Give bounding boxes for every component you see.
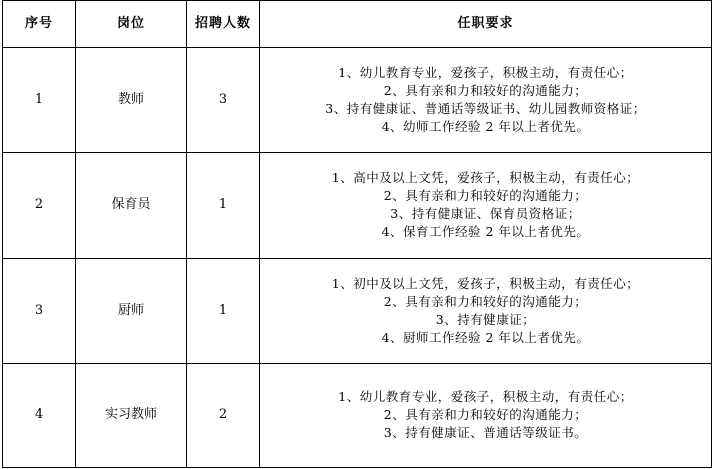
requirement-line: 2、具有亲和力和较好的沟通能力； [383,407,588,423]
requirement-line: 2、具有亲和力和较好的沟通能力； [383,188,588,204]
cell-position: 教师 [76,48,187,153]
requirement-line: 2、具有亲和力和较好的沟通能力； [383,293,588,309]
requirement-line: 2、具有亲和力和较好的沟通能力； [383,83,588,99]
table-row [3,258,712,363]
recruitment-table [2,0,712,468]
requirement-line: 3、持有健康证； [435,311,536,327]
table-row [3,48,712,153]
header-count: 招聘人数 [187,1,260,48]
requirement-line: 1、幼儿教育专业，爱孩子，积极主动，有责任心； [338,65,633,81]
cell-position: 厨师 [76,258,187,363]
requirements-list [305,275,667,347]
requirement-line: 4、幼师工作经验 2 年以上者优先。 [381,119,590,135]
cell-count: 3 [187,48,260,153]
cell-index: 1 [3,48,76,153]
requirement-line: 4、保育工作经验 2 年以上者优先。 [381,224,590,240]
table-row [3,153,712,258]
requirement-line: 3、持有健康证、普通话等级证书、幼儿园教师资格证； [325,101,646,117]
header-index: 序号 [3,1,76,48]
cell-count: 1 [187,258,260,363]
requirement-line: 3、持有健康证、普通话等级证书。 [383,425,588,441]
requirement-line: 1、高中及以上文凭，爱孩子，积极主动，有责任心； [331,170,640,186]
table-header-row [3,1,712,48]
cell-index: 3 [3,258,76,363]
cell-position: 实习教师 [76,363,187,467]
cell-requirements [260,153,712,258]
requirement-line: 4、厨师工作经验 2 年以上者优先。 [381,329,590,345]
table-row [3,363,712,467]
requirements-list [305,169,667,241]
requirement-line: 1、幼儿教育专业，爱孩子，积极主动，有责任心； [338,389,633,405]
cell-index: 4 [3,363,76,467]
requirements-list [305,388,667,442]
requirements-list [305,64,667,136]
cell-requirements [260,48,712,153]
requirement-line: 3、持有健康证、保育员资格证； [390,206,581,222]
cell-requirements [260,258,712,363]
cell-count: 2 [187,363,260,467]
cell-requirements [260,363,712,467]
header-requirements: 任职要求 [260,1,712,48]
cell-count: 1 [187,153,260,258]
header-position: 岗位 [76,1,187,48]
cell-index: 2 [3,153,76,258]
requirement-line: 1、初中及以上文凭，爱孩子，积极主动，有责任心； [331,275,640,291]
cell-position: 保育员 [76,153,187,258]
